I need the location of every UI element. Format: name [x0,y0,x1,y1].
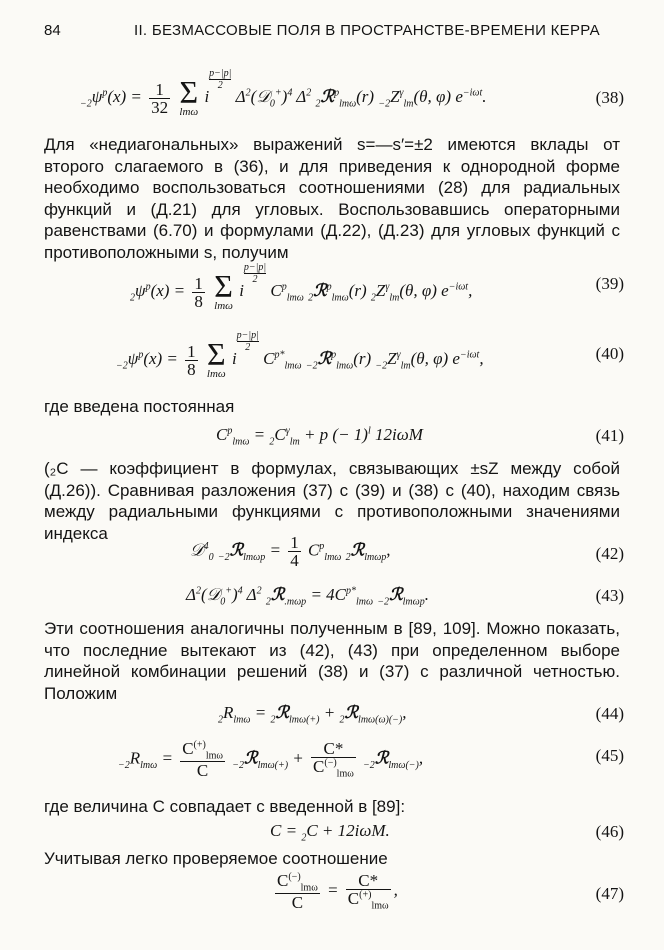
paragraph-6: Учитывая легко проверяемое соотношение [44,849,388,868]
equation-number-42: (42) [595,544,624,563]
equation-42: 𝒟$^4_0$ $_{-2}$ℛ$_{lm\omega p}$ = $\frac{1}{4}$ $C^p_{lm\omega}$ $_2$ℛ$_{lm\omega p}$, [190,533,391,570]
paragraph-3: (₂C — коэффициент в формулах, связывающих ±sZ между собой (Д.26)). Сравнивая разложения (37) с (39) и (38) с (40), находим связь между радиальными функциями с противоположными значениями индекса [44,459,620,543]
equation-45: $_{-2}R_{lm\omega}$ = $\frac{C^{(+)}_{lm\omega}}{C}$ $_{-2}$ℛ$_{lm\omega(+)}$ + $\frac{C*}{C^{(-)}_{lm\omega}}$ $_{-2}$ℛ$_{lm\omega(-)}$, [118,739,424,781]
equation-number-46: (46) [595,822,624,841]
equation-41: $C^p_{lm\omega} = _2C^\gamma_{lm} + p$ (− 1)$^l$ 12iωM [216,425,423,448]
equation-44: $_2R_{lm\omega}$ = $_2$ℛ$_{lm\omega(+)}$ + $_2$ℛ$_{lm\omega(\omega)(-)}$, [218,703,407,726]
equation-number-39: (39) [595,274,624,293]
equation-number-43: (43) [595,586,624,605]
equation-38: $_{-2}\psi^p(x)$ = $\frac{1}{32}$ Σ lmω i $\frac{p-|p|}{2}$ $\Delta^2(𝒟_0^+)^4$ $\Delta^2$ $_2$ℛ$^p_{lm\omega}$(r) $_{-2}Z^\gamma_{lm}(\theta$, φ) $e^{-i\omega t}$. [80,68,487,119]
equation-number-40: (40) [595,344,624,363]
paragraph-5: где величина C совпадает с введенной в [89]: [44,797,406,816]
page-number: 84 [44,22,61,39]
paragraph-2: где введена постоянная [44,397,235,416]
running-title: II. БЕЗМАССОВЫЕ ПОЛЯ В ПРОСТРАНСТВЕ-ВРЕМЕНИ КЕРРА [134,22,600,39]
equation-40: $_{-2}\psi^p(x)$ = $\frac{1}{8}$ Σ lmω i $\frac{p-|p|}{2} C^{p*}_{lm\omega}$ $_{-2}$ℛ$^p_{lm\omega}$(r) $_{-2}Z^\gamma_{lm}(\theta$, φ) $e^{-i\omega t}$, [116,330,484,381]
equation-number-47: (47) [595,884,624,903]
equation-number-44: (44) [595,704,624,723]
paragraph-4: Эти соотношения аналогичны полученным в [89, 109]. Можно показать, что последние вытекают из (42), (43) при определенном выборе линейной комбинации решений (38) и (37) с различной четностью. Положим [44,619,620,703]
equation-39: $_2\psi^p(x)$ = $\frac{1}{8}$ Σ lmω i $\frac{p-|p|}{2} C^p_{lm\omega}$ $_2$ℛ$^p_{lm\omega}$(r) $_2Z^\gamma_{lm}(\theta$, φ) $e^{-i\omega t}$, [130,262,473,313]
equation-number-45: (45) [595,746,624,765]
paragraph-1: Для «недиагональных» выражений s=—s′=±2 имеются вклады от второго слагаемого в (36), и для приведения к однородной форме необходимо воспользоваться соотношениями (28) для радиальных функций и (Д.21) для угловых. Воспользовавшись операторными равенствами (6.70) и формулами (Д.22), (Д.23) для угловых функций с противоположными s, получим [44,135,620,262]
equation-47: $\frac{C^{(-)}_{lm\omega}}{C}$ = $\frac{C*}{C^{(+)}_{lm\omega}}$ , [277,871,398,913]
equation-46: C = $_2$C + 12iωM. [270,821,390,844]
equation-number-38: (38) [595,88,624,107]
equation-43: $\Delta^2(𝒟_0^+)^4$ $\Delta^2$ $_2$ℛ$_{.m\omega p}$ = $4C^{p*}_{lm\omega}$ $_{-2}$ℛ$_{lm\omega p}$. [186,585,429,608]
equation-number-41: (41) [595,426,624,445]
